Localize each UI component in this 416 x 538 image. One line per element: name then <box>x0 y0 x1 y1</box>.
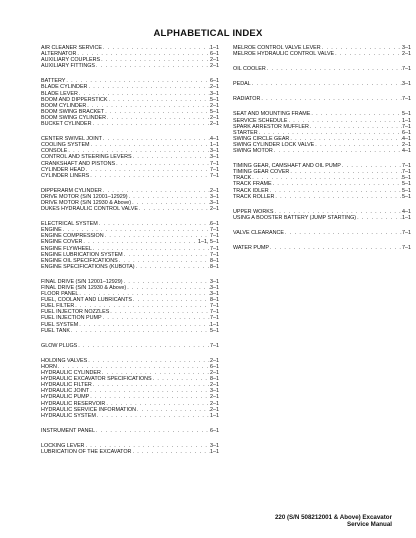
index-entry-page: 2–1 <box>210 114 219 121</box>
index-entry-page: 7–1 <box>210 309 219 316</box>
index-entry-page: 8–1 <box>210 297 219 304</box>
index-entry-page: 7–1 <box>402 66 411 73</box>
index-entry-label: TIMING GEAR COVER <box>233 169 290 176</box>
index-entry-page: 7–1 <box>210 342 219 349</box>
index-entry-label: ENGINE COMPRESSION <box>41 233 104 240</box>
index-group <box>41 428 219 434</box>
index-group <box>41 136 219 179</box>
index-entry-page: 6–1 <box>210 78 219 85</box>
index-entry-page: 8–1 <box>210 257 219 264</box>
index-entry-label: MELROE HYDRAULIC CONTROL VALVE <box>233 51 335 58</box>
index-entry-label: CONTROL AND STEERING LEVERS <box>41 154 132 161</box>
index-entry-label: TIMING GEAR, CAMSHAFT AND OIL PUMP <box>233 163 341 170</box>
dot-leader <box>266 66 402 72</box>
index-entry-page: 8–1 <box>210 376 219 383</box>
index-entry-page: 7–1 <box>210 245 219 252</box>
index-entry-page: 5–1 <box>210 108 219 115</box>
manual-footer <box>275 514 392 528</box>
index-entry <box>233 148 411 154</box>
index-entry-label: ENGINE LUBRICATION SYSTEM <box>41 251 123 258</box>
index-entry-label: BUCKET CYLINDER <box>41 121 92 128</box>
index-entry-label: FUEL FILTER <box>41 303 75 310</box>
index-entry-page: 1–1 <box>402 117 411 124</box>
index-entry <box>41 264 219 270</box>
index-entry <box>233 96 411 102</box>
index-group <box>41 221 219 270</box>
index-entry-page: 2–1 <box>210 187 219 194</box>
index-entry-label: BOOM SWING CYLINDER <box>41 114 106 121</box>
index-entry-label: SPARK ARRESTOR MUFFLER <box>233 123 309 130</box>
index-entry-page: 2–1 <box>210 382 219 389</box>
index-entry-page: 1–1 <box>210 321 219 328</box>
index-entry-page: 3–1 <box>210 278 219 285</box>
index-entry-page: 5–1 <box>402 187 411 194</box>
index-entry-label: HYDRAULIC PUMP <box>41 394 90 401</box>
index-entry <box>233 194 411 200</box>
index-entry-label: LOCKING LEVER <box>41 442 85 449</box>
index-entry-page: 7–1 <box>210 227 219 234</box>
index-group <box>233 81 411 87</box>
index-entry-label: BOOM CYLINDER <box>41 102 87 109</box>
dot-leader <box>95 428 210 434</box>
index-entry-page: 2–1 <box>210 102 219 109</box>
index-entry-label: MELROE CONTROL VALVE LEVER <box>233 45 321 51</box>
dot-leader <box>356 215 402 221</box>
dot-leader <box>334 51 402 57</box>
index-entry-label: BLADE LEVER <box>41 90 78 97</box>
index-entry-label: HYDRAULIC JOINT <box>41 388 90 395</box>
index-entry <box>233 51 411 57</box>
index-entry <box>41 173 219 179</box>
index-entry-page: 3–1 <box>210 442 219 449</box>
index-entry-page: 6–1 <box>210 427 219 434</box>
index-entry-page: 5–1 <box>210 327 219 334</box>
index-entry-page: 3–1 <box>210 90 219 97</box>
index-entry-label: SEAT AND MOUNTING FRAME <box>233 111 311 118</box>
index-entry <box>41 206 219 212</box>
index-entry-page: 2–1 <box>210 84 219 91</box>
index-entry-label: ELECTRICAL SYSTEM <box>41 221 98 228</box>
dot-leader <box>135 264 210 270</box>
index-entry-page: 2–1 <box>210 400 219 407</box>
index-column-left <box>41 45 219 464</box>
index-entry <box>41 343 219 349</box>
index-entry <box>41 413 219 419</box>
index-entry-page: 3–1 <box>210 199 219 206</box>
index-entry-page: 1–1 <box>210 45 219 51</box>
index-entry-label: DIPPERARM CYLINDER <box>41 187 102 194</box>
index-entry-label: CENTER SWIVEL JOINT <box>41 136 102 143</box>
index-group <box>233 45 411 57</box>
index-entry <box>41 328 219 334</box>
index-entry-page: 5–1 <box>402 181 411 188</box>
index-entry-label: SWING CIRCLE GEAR <box>233 135 290 142</box>
index-entry-page: 2–1 <box>210 357 219 364</box>
index-entry-label: TRACK FRAME <box>233 181 272 188</box>
index-entry-page: 7–1 <box>210 251 219 258</box>
index-entry-page: 5–1 <box>402 193 411 200</box>
dot-leader <box>251 81 402 87</box>
index-entry-label: HYDRAULIC EXCAVATOR SPECIFICATIONS <box>41 376 152 383</box>
index-entry-label: RADIATOR <box>233 96 261 103</box>
index-entry <box>233 215 411 221</box>
index-entry-label: TRACK IDLER <box>233 187 269 194</box>
page-title: ALPHABETICAL INDEX <box>153 28 263 39</box>
index-entry-page: 4–1 <box>402 135 411 142</box>
index-entry-label: ENGINE <box>41 227 62 234</box>
index-entry-page: 2–1 <box>402 51 411 58</box>
index-entry-label: SERVICE SCHEDULE <box>233 117 288 124</box>
index-entry-label: DRIVE MOTOR (S/N 12001–12929) <box>41 193 128 200</box>
index-entry-label: SWING MOTOR <box>233 148 273 155</box>
index-entry-label: STARTER <box>233 129 258 136</box>
dot-leader <box>131 449 210 455</box>
index-entry-label: ALTERNATOR <box>41 51 77 58</box>
index-entry-page: 1–1, 5–1 <box>198 239 219 246</box>
index-group <box>233 245 411 251</box>
index-column-right <box>233 45 411 260</box>
index-entry-page: 7–1 <box>402 123 411 130</box>
index-group <box>233 96 411 102</box>
index-entry-page: 3–1 <box>210 285 219 291</box>
index-entry-page: 2–1 <box>402 141 411 148</box>
index-entry <box>233 230 411 236</box>
index-entry <box>41 449 219 455</box>
index-entry-label: ENGINE OIL SPECIFICATIONS <box>41 257 118 264</box>
index-entry-label: BOOM AND DIPPERSTICK <box>41 96 108 103</box>
index-entry-label: FINAL DRIVE (S/N 12930 & Above) <box>41 285 127 291</box>
index-entry-label: WATER PUMP <box>233 244 269 251</box>
index-entry-label: TRACK <box>233 175 252 182</box>
index-entry-page: 3–1 <box>210 148 219 155</box>
index-entry-label: GLOW PLUGS <box>41 342 78 349</box>
index-group <box>233 66 411 72</box>
index-entry-page: 4–1 <box>402 148 411 155</box>
index-entry-label: CYLINDER HEAD <box>41 166 85 173</box>
footer-manual-type: Service Manual <box>346 521 392 529</box>
index-group <box>233 209 411 221</box>
index-entry-page: 3–1 <box>402 81 411 88</box>
index-entry <box>41 63 219 69</box>
index-entry-label: TRACK ROLLER <box>233 193 275 200</box>
index-entry-page: 7–1 <box>402 163 411 170</box>
index-entry-label: SWING CYLINDER LOCK VALVE <box>233 141 315 148</box>
dot-leader <box>274 194 402 200</box>
index-entry <box>41 121 219 127</box>
index-entry-page: 4–1 <box>210 136 219 143</box>
dot-leader <box>260 96 402 102</box>
index-entry-label: HORN <box>41 363 57 370</box>
index-entry-label: ENGINE COVER <box>41 239 83 246</box>
index-entry-page: 7–1 <box>210 303 219 310</box>
index-entry-page: 5–1 <box>210 96 219 103</box>
index-entry-page: 2–1 <box>210 370 219 377</box>
index-entry-label: HYDRAULIC FILTER <box>41 382 92 389</box>
index-entry-label: ENGINE FLYWHEEL <box>41 245 92 252</box>
index-entry-label: HYDRAULIC SYSTEM <box>41 412 96 419</box>
index-entry-label: AIR CLEANER SERVICE <box>41 45 103 51</box>
index-entry-page: 7–1 <box>210 172 219 179</box>
dot-leader <box>96 413 210 419</box>
index-entry-page: 7–1 <box>402 244 411 251</box>
index-entry <box>233 245 411 251</box>
index-entry-label: VALVE CLEARANCE <box>233 229 285 236</box>
index-entry <box>233 66 411 72</box>
index-entry-page: 2–1 <box>210 57 219 64</box>
index-entry-page: 1–1 <box>210 142 219 149</box>
index-entry-label: USING A BOOSTER BATTERY (JUMP STARTING) <box>233 214 357 221</box>
index-entry-label: INSTRUMENT PANEL <box>41 427 96 434</box>
index-entry-label: COOLING SYSTEM <box>41 142 90 149</box>
index-entry-page: 7–1 <box>402 229 411 236</box>
index-entry-label: UPPER WORKS <box>233 208 274 215</box>
index-group <box>41 358 219 419</box>
index-entry-page: 2–1 <box>210 206 219 213</box>
index-group <box>41 78 219 127</box>
index-entry-page: 1–1 <box>210 412 219 419</box>
index-entry-page: 2–1 <box>210 63 219 70</box>
dot-leader <box>70 328 210 334</box>
dot-leader <box>77 343 210 349</box>
index-group <box>41 45 219 69</box>
index-entry-label: FUEL INJECTOR NOZZLES <box>41 309 110 316</box>
index-entry-page: 5–1 <box>402 175 411 182</box>
index-entry-label: CONSOLE <box>41 148 68 155</box>
index-entry-label: CYLINDER LINERS <box>41 172 90 179</box>
index-entry-label: DRIVE MOTOR (S/N 12930 & Above) <box>41 199 132 206</box>
index-entry-page: 2–1 <box>210 394 219 401</box>
index-entry-label: PEDAL <box>233 81 251 88</box>
index-group <box>41 343 219 349</box>
index-entry-label: AUXILIARY FITTINGS <box>41 63 96 70</box>
index-entry-label: FUEL TANK <box>41 327 70 334</box>
index-entry-page: 7–1 <box>210 233 219 240</box>
index-entry-label: FUEL INJECTION PUMP <box>41 315 102 322</box>
index-entry-page: 5–1 <box>402 111 411 118</box>
index-entry-label: HYDRAULIC CYLINDER <box>41 370 101 377</box>
index-entry-page: 2–1 <box>210 406 219 413</box>
index-entry-label: HYDRAULIC RESERVOIR <box>41 400 106 407</box>
index-group <box>41 279 219 334</box>
index-entry-page: 4–1 <box>402 208 411 215</box>
dot-leader <box>138 206 210 212</box>
index-entry-label: BATTERY <box>41 78 66 85</box>
dot-leader <box>269 245 402 251</box>
dot-leader <box>273 148 402 154</box>
index-group <box>41 188 219 212</box>
index-entry-page: 3–1 <box>210 193 219 200</box>
index-entry-label: BOOM SWING BRACKET <box>41 108 105 115</box>
dot-leader <box>95 63 210 69</box>
dot-leader <box>89 173 210 179</box>
index-entry-page: 2–1 <box>210 121 219 128</box>
index-entry-page: 7–1 <box>402 169 411 176</box>
index-entry-label: FUEL, COOLANT AND LUBRICANTS <box>41 297 132 304</box>
index-entry-page: 7–1 <box>402 96 411 103</box>
index-entry-label: HOLDING VALVES <box>41 357 88 364</box>
index-entry-label: FINAL DRIVE (S/N 12001–12929) <box>41 278 123 285</box>
index-entry-page: 3–1 <box>210 291 219 298</box>
index-entry-page: 7–1 <box>210 160 219 167</box>
index-entry-label: AUXILIARY COUPLERS <box>41 57 101 64</box>
index-group <box>233 163 411 200</box>
index-entry-label: ENGINE SPECIFICATIONS (KUBOTA) <box>41 263 135 270</box>
index-entry-label: HYDRAULIC SERVICE INFORMATION <box>41 406 137 413</box>
index-entry-page: 6–1 <box>210 221 219 228</box>
index-group <box>41 443 219 455</box>
index-entry-label: BLADE CYLINDER <box>41 84 88 91</box>
index-entry <box>41 428 219 434</box>
index-group <box>233 111 411 154</box>
index-entry-page: 3–1 <box>210 154 219 161</box>
index-group <box>233 230 411 236</box>
index-entry-label: OIL COOLER <box>233 66 266 73</box>
index-entry-page: 6–1 <box>210 51 219 58</box>
index-entry-label: CRANKSHAFT AND PISTONS <box>41 160 116 167</box>
index-entry <box>233 81 411 87</box>
index-entry-page: 8–1 <box>210 263 219 270</box>
index-entry-label: FLOOR PANEL <box>41 291 79 298</box>
index-entry-page: 7–1 <box>210 315 219 322</box>
index-entry-page: 7–1 <box>210 166 219 173</box>
index-entry-page: 3–1 <box>402 45 411 51</box>
index-entry-page: 6–1 <box>210 363 219 370</box>
footer-model: 220 (S/N 508212001 & Above) Excavator <box>274 514 392 521</box>
index-entry-page: 3–1 <box>210 388 219 395</box>
index-entry-page: 1–1 <box>402 214 411 221</box>
index-entry-page: 1–1 <box>210 448 219 455</box>
index-entry-label: DUKES HYDRAULIC CONTROL VALVE <box>41 206 138 213</box>
dot-leader <box>284 230 402 236</box>
index-entry-label: LUBRICATION OF THE EXCAVATOR <box>41 448 132 455</box>
index-entry-label: FUEL SYSTEM <box>41 321 79 328</box>
index-entry-page: 6–1 <box>402 129 411 136</box>
dot-leader <box>92 121 210 127</box>
